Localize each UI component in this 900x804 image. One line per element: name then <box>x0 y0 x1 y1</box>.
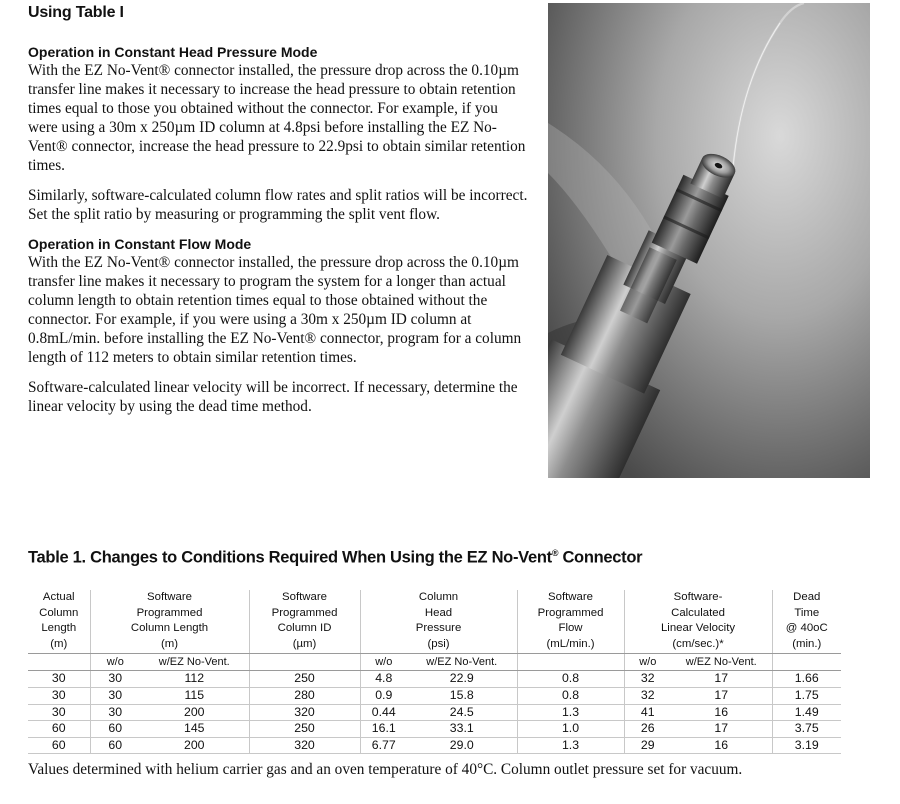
table-cell: 30 <box>28 687 90 704</box>
table-cell: 16 <box>671 704 772 721</box>
col-header-flow: Software Programmed Flow (mL/min.) <box>517 590 624 654</box>
subheader-with: w/EZ No-Vent. <box>407 654 517 671</box>
table-cell: 280 <box>249 687 360 704</box>
connector-photo <box>548 3 870 478</box>
table-cell: 320 <box>249 704 360 721</box>
table-cell: 30 <box>90 704 140 721</box>
table-cell: 17 <box>671 721 772 738</box>
table-cell: 16.1 <box>360 721 407 738</box>
table-title-text: Table 1. Changes to Conditions Required When Using the EZ No-Vent <box>28 548 552 567</box>
table-header-row <box>28 590 841 654</box>
table-cell: 60 <box>28 721 90 738</box>
table-row <box>28 737 841 754</box>
table-cell: 250 <box>249 721 360 738</box>
table-cell: 250 <box>249 671 360 688</box>
col-header-dead-time: Dead Time @ 40oC (min.) <box>772 590 841 654</box>
subheader-wo: w/o <box>624 654 671 671</box>
subheader-with: w/EZ No-Vent. <box>671 654 772 671</box>
paragraph-head-pressure-2: Similarly, software-calculated column flow rates and split ratios will be incorrect. Set the split ratio by measuring or programming the split vent flow. <box>28 187 528 223</box>
table-cell: 0.8 <box>517 687 624 704</box>
table-cell: 1.3 <box>517 704 624 721</box>
table-title-tail: Connector <box>558 548 643 567</box>
table-row <box>28 687 841 704</box>
table-row <box>28 671 841 688</box>
conditions-table <box>28 590 841 754</box>
table-cell: 41 <box>624 704 671 721</box>
table-cell: 17 <box>671 671 772 688</box>
paragraph-constant-flow-2: Software-calculated linear velocity will be incorrect. If necessary, determine the linear velocity by using the dead time method. <box>28 379 518 415</box>
table-cell: 60 <box>90 721 140 738</box>
table-cell: 0.44 <box>360 704 407 721</box>
table-cell: 145 <box>140 721 249 738</box>
table-cell: 29 <box>624 737 671 754</box>
table-cell: 16 <box>671 737 772 754</box>
table-cell: 1.66 <box>772 671 841 688</box>
table-cell: 1.49 <box>772 704 841 721</box>
table-cell: 3.19 <box>772 737 841 754</box>
body-text-column <box>28 43 528 416</box>
table-cell: 320 <box>249 737 360 754</box>
page-heading: Using Table I <box>28 4 124 21</box>
table-cell: 32 <box>624 671 671 688</box>
table-cell: 29.0 <box>407 737 517 754</box>
table-cell: 200 <box>140 704 249 721</box>
table-row <box>28 704 841 721</box>
table-cell: 3.75 <box>772 721 841 738</box>
table-cell: 30 <box>90 671 140 688</box>
table-cell: 32 <box>624 687 671 704</box>
col-header-actual-length: Actual Column Length (m) <box>28 590 90 654</box>
subheader-wo: w/o <box>90 654 140 671</box>
table-cell: 1.3 <box>517 737 624 754</box>
table-cell: 24.5 <box>407 704 517 721</box>
section-title-constant-flow: Operation in Constant Flow Mode <box>28 236 252 252</box>
table-cell: 30 <box>28 671 90 688</box>
table-cell: 4.8 <box>360 671 407 688</box>
table-cell: 15.8 <box>407 687 517 704</box>
table-footnote: Values determined with helium carrier gas and an oven temperature of 40°C. Column outlet pressure set for vacuum. <box>28 761 743 778</box>
table-title <box>28 548 642 568</box>
table-cell: 22.9 <box>407 671 517 688</box>
table-cell: 0.8 <box>517 671 624 688</box>
table-cell: 1.0 <box>517 721 624 738</box>
table-cell: 26 <box>624 721 671 738</box>
table-subheader-row <box>28 654 841 671</box>
table-cell: 60 <box>28 737 90 754</box>
col-header-programmed-length: Software Programmed Column Length (m) <box>90 590 249 654</box>
col-header-column-id: Software Programmed Column ID (µm) <box>249 590 360 654</box>
table-cell: 200 <box>140 737 249 754</box>
table-cell: 60 <box>90 737 140 754</box>
paragraph-constant-flow-1: With the EZ No-Vent® connector installed, the pressure drop across the 0.10µm transfer line makes it necessary to program the system for a longer than actual column length to obtain retention times equal to those obtained without the connector. For example, if you were using a 30m x 250µm ID column at 0.8mL/min. before installing the EZ No-Vent® connector, program for a column length of 112 meters to obtain similar retention times. <box>28 254 522 366</box>
table-cell: 115 <box>140 687 249 704</box>
table-cell: 1.75 <box>772 687 841 704</box>
section-title-head-pressure: Operation in Constant Head Pressure Mode <box>28 44 318 60</box>
table-cell: 30 <box>90 687 140 704</box>
col-header-linear-velocity: Software- Calculated Linear Velocity (cm/sec.)* <box>624 590 772 654</box>
subheader-wo: w/o <box>360 654 407 671</box>
subheader-with: w/EZ No-Vent. <box>140 654 249 671</box>
table-row <box>28 721 841 738</box>
table-cell: 30 <box>28 704 90 721</box>
paragraph-head-pressure-1: With the EZ No-Vent® connector installed, the pressure drop across the 0.10µm transfer line makes it necessary to increase the head pressure to obtain retention times equal to those you obtained without the connector. For example, if you were using a 30m x 250µm ID column at 4.8psi before installing the EZ No-Vent® connector, increase the head pressure to 22.9psi to obtain similar retention times. <box>28 62 526 174</box>
table-cell: 17 <box>671 687 772 704</box>
table-cell: 112 <box>140 671 249 688</box>
table-cell: 6.77 <box>360 737 407 754</box>
col-header-head-pressure: Column Head Pressure (psi) <box>360 590 517 654</box>
table-cell: 33.1 <box>407 721 517 738</box>
registered-mark: ® <box>551 548 559 558</box>
table-cell: 0.9 <box>360 687 407 704</box>
